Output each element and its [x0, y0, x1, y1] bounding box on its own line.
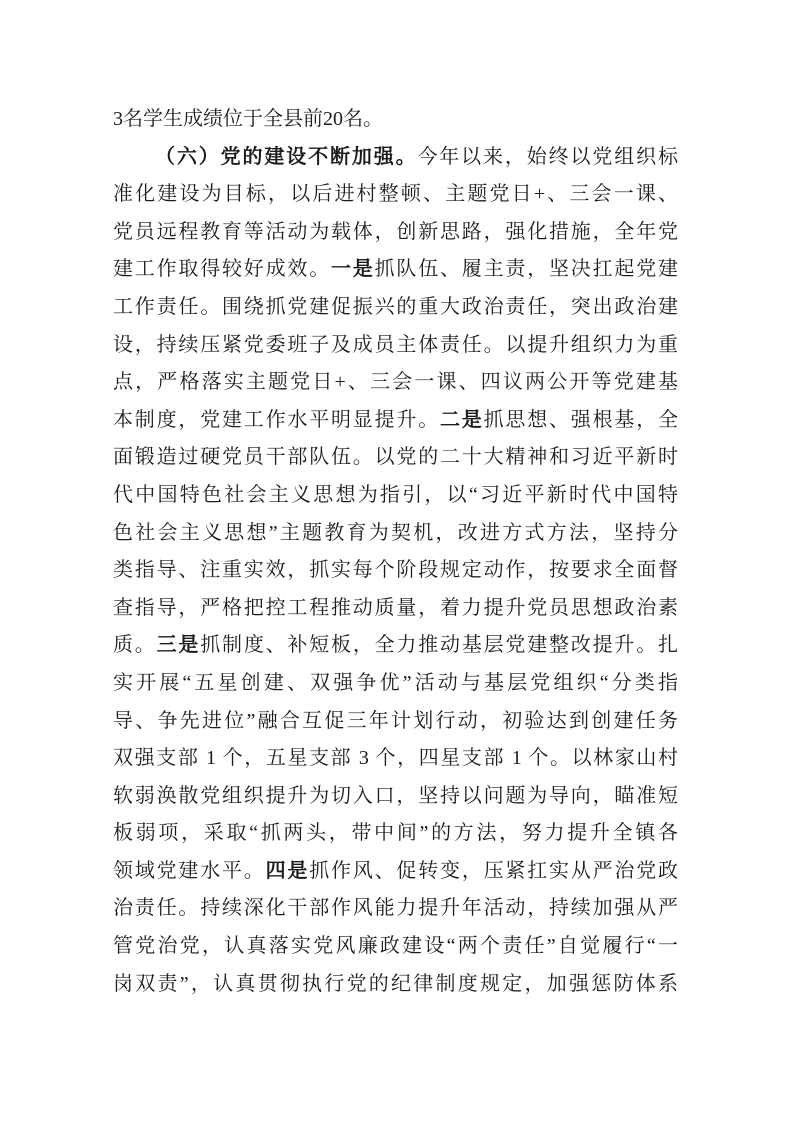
- text-run: 领域党建水平。: [113, 859, 266, 882]
- text-run: 抓队伍、履主责，坚决扛起党建: [374, 258, 678, 281]
- document-line: [113, 703, 678, 741]
- text-run: 抓作风、促转变，压紧扛实从严治党政: [309, 859, 678, 882]
- document-line: [113, 251, 678, 289]
- bold-text-run: 三是: [156, 634, 201, 657]
- text-run: 导、争先进位”融合互促三年计划行动，初验达到创建任务: [113, 709, 678, 732]
- text-run: 本制度，党建工作水平明显提升。: [113, 408, 440, 431]
- document-line: [113, 214, 678, 252]
- document-line: [113, 966, 678, 1004]
- document-line: [113, 815, 678, 853]
- document-line: [113, 890, 678, 928]
- text-run: 色社会主义思想”主题教育为契机，改进方式方法，坚持分: [113, 521, 678, 544]
- text-run: 党员远程教育等活动为载体，创新思路，强化措施，全年党: [113, 220, 678, 243]
- document-line: [113, 665, 678, 703]
- text-run: 双强支部 1 个，五星支部 3 个，四星支部 1 个。以林家山村: [113, 747, 678, 770]
- text-run: 软弱涣散党组织提升为切入口，坚持以问题为导向，瞄准短: [113, 784, 678, 807]
- text-run: 面锻造过硬党员干部队伍。以党的二十大精神和习近平新时: [113, 446, 678, 469]
- text-run: 点，严格落实主题党日+、三会一课、四议两公开等党建基: [113, 371, 678, 394]
- bold-text-run: 一是: [331, 258, 375, 281]
- document-line: [113, 402, 678, 440]
- text-run: 准化建设为目标，以后进村整顿、主题党日+、三会一课、: [113, 183, 678, 206]
- document-line: [113, 740, 678, 778]
- text-run: 工作责任。围绕抓党建促振兴的重大政治责任，突出政治建: [113, 295, 678, 318]
- document-line: [113, 778, 678, 816]
- text-run: 代中国特色社会主义思想为指引，以“习近平新时代中国特: [113, 483, 678, 506]
- document-line: [113, 928, 678, 966]
- document-line: [113, 477, 678, 515]
- document-line: [113, 327, 678, 365]
- text-run: 设，持续压紧党委班子及成员主体责任。以提升组织力为重: [113, 333, 678, 356]
- document-line: [113, 627, 678, 665]
- document-text-block: [113, 101, 678, 1003]
- document-line: [113, 289, 678, 327]
- document-line: [113, 439, 678, 477]
- text-run: 板弱项，采取“抓两头，带中间”的方法，努力提升全镇各: [113, 822, 678, 845]
- text-run: 抓思想、强根基，全: [483, 408, 678, 431]
- text-run: 3名学生成绩位于全县前20名。: [113, 108, 383, 130]
- text-run: 抓制度、补短板，全力推动基层党建整改提升。扎: [200, 634, 678, 657]
- document-line: [113, 515, 678, 553]
- text-run: 类指导、注重实效，抓实每个阶段规定动作，按要求全面督: [113, 559, 678, 582]
- text-run: 今年以来，始终以党组织标: [417, 145, 678, 168]
- document-line: [113, 176, 678, 214]
- text-run: 治责任。持续深化干部作风能力提升年活动，持续加强从严: [113, 897, 678, 920]
- text-run: 管党治党，认真落实党风廉政建设“两个责任”自觉履行“一: [113, 935, 678, 958]
- document-line: [113, 552, 678, 590]
- document-line: [113, 364, 678, 402]
- text-run: 实开展“五星创建、双强争优”活动与基层党组织“分类指: [113, 671, 678, 694]
- document-line: [113, 101, 678, 139]
- text-run: 查指导，严格把控工程推动质量，着力提升党员思想政治素: [113, 596, 678, 619]
- document-line: [113, 853, 678, 891]
- bold-text-run: （六）党的建设不断加强。: [155, 145, 418, 168]
- document-line: [113, 139, 678, 177]
- text-run: 建工作取得较好成效。: [113, 258, 331, 281]
- text-run: 质。: [113, 634, 157, 657]
- bold-text-run: 二是: [440, 408, 484, 431]
- bold-text-run: 四是: [265, 859, 310, 882]
- document-line: [113, 590, 678, 628]
- text-run: 岗双责”，认真贯彻执行党的纪律制度规定，加强惩防体系: [113, 972, 678, 995]
